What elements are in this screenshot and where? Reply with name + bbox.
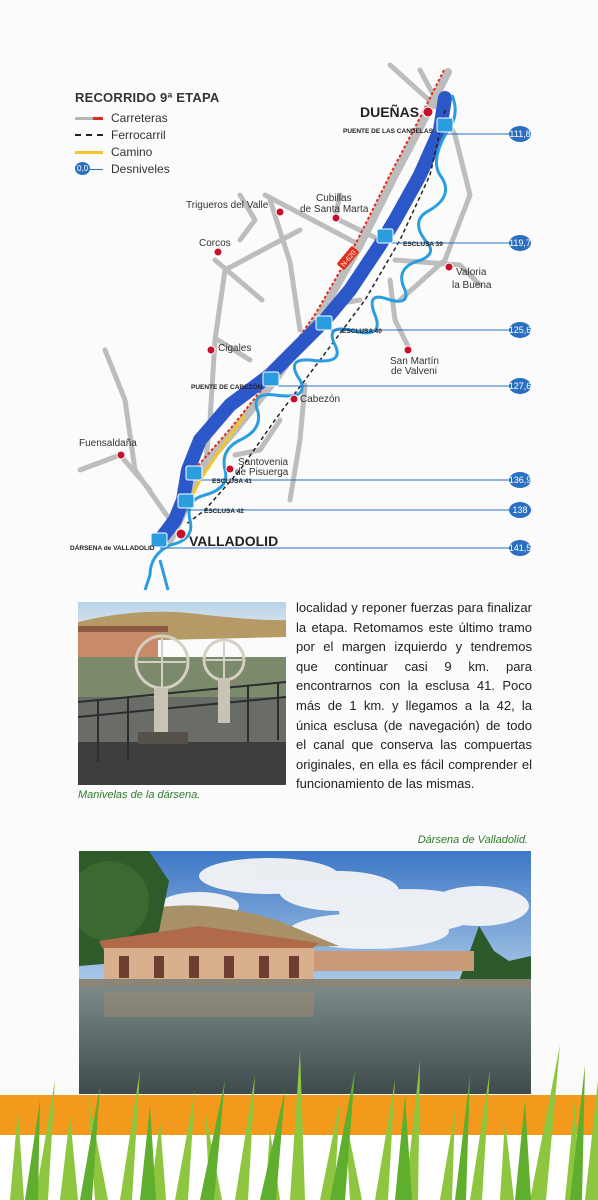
legend-label: Camino bbox=[111, 144, 153, 159]
svg-text:San Martín: San Martín bbox=[390, 356, 439, 367]
town-dot-icon bbox=[176, 529, 186, 539]
distance-badge-icon bbox=[509, 540, 532, 556]
town-dot-icon bbox=[423, 107, 433, 117]
svg-text:ESCLUSA 41: ESCLUSA 41 bbox=[212, 478, 252, 485]
town-dot-icon bbox=[332, 214, 340, 222]
distance-badge-icon bbox=[509, 322, 532, 338]
legend-title: RECORRIDO 9ª ETAPA bbox=[75, 90, 220, 105]
svg-text:de Santa Marta: de Santa Marta bbox=[300, 204, 369, 215]
svg-text:N-620: N-620 bbox=[340, 249, 358, 269]
photo-darsena-cranks bbox=[78, 602, 286, 785]
town-dot-icon bbox=[276, 208, 284, 216]
svg-text:de Pisuerga: de Pisuerga bbox=[235, 467, 289, 478]
distance-badge-icon bbox=[509, 472, 532, 488]
svg-text:141,5: 141,5 bbox=[508, 543, 532, 553]
town-dot-icon bbox=[290, 395, 298, 403]
svg-text:Cubillas: Cubillas bbox=[316, 193, 352, 204]
svg-text:ESCLUSA 40: ESCLUSA 40 bbox=[342, 328, 382, 335]
svg-text:Corcos: Corcos bbox=[199, 238, 231, 249]
svg-text:136,9: 136,9 bbox=[508, 475, 532, 485]
caption-photo2: Dársena de Valladolid. bbox=[417, 834, 528, 846]
svg-text:PUENTE DE LAS CANDELAS: PUENTE DE LAS CANDELAS bbox=[343, 128, 433, 135]
lock-icon bbox=[263, 372, 279, 386]
distance-badge-icon bbox=[509, 502, 531, 518]
svg-text:de Valveni: de Valveni bbox=[391, 366, 437, 377]
svg-text:ESCLUSA 39: ESCLUSA 39 bbox=[403, 241, 443, 248]
town-dot-icon bbox=[207, 346, 215, 354]
footer-grass-decoration bbox=[0, 1040, 598, 1200]
svg-text:125,6: 125,6 bbox=[508, 325, 532, 335]
svg-text:DÁRSENA de VALLADOLID: DÁRSENA de VALLADOLID bbox=[70, 545, 155, 552]
legend-label: Ferrocarril bbox=[111, 127, 166, 142]
svg-text:Fuensaldaña: Fuensaldaña bbox=[79, 438, 137, 449]
svg-text:VALLADOLID: VALLADOLID bbox=[189, 533, 279, 549]
town-dot-icon bbox=[404, 346, 412, 354]
body-paragraph: localidad y reponer fuerzas para finalizar la etapa. Retomamos este último tramo por el margen izquierdo y tendremos que continuar casi 9 km. para encontrarnos con la esclusa 41. Poco más de 1 km. y llegamos a la 42, la única esclusa (de navegación) de todo el canal que conserva las compuertas originales, en ella es fácil comprender el funcionamiento de las mismas. bbox=[296, 600, 532, 792]
svg-text:Trigueros del Valle: Trigueros del Valle bbox=[186, 200, 269, 211]
svg-text:111,8: 111,8 bbox=[509, 129, 531, 139]
distance-badge-icon bbox=[509, 378, 532, 394]
svg-text:127,6: 127,6 bbox=[508, 381, 532, 391]
lock-icon bbox=[178, 494, 194, 508]
legend-label: Carreteras bbox=[111, 110, 168, 125]
distance-badge-icon bbox=[509, 126, 531, 142]
town-dot-icon bbox=[226, 465, 234, 473]
svg-text:119,7: 119,7 bbox=[509, 238, 531, 248]
svg-text:Cabezón: Cabezón bbox=[300, 394, 341, 405]
svg-text:la Buena: la Buena bbox=[452, 280, 492, 291]
lock-icon bbox=[316, 316, 332, 330]
legend-label: Desniveles bbox=[111, 161, 170, 176]
caption-photo1: Manivelas de la dársena. bbox=[78, 789, 201, 801]
svg-text:Valoria: Valoria bbox=[456, 267, 487, 278]
lock-icon bbox=[437, 118, 453, 132]
town-dot-icon bbox=[117, 451, 125, 459]
town-dot-icon bbox=[214, 248, 222, 256]
lock-icon bbox=[186, 466, 202, 480]
distance-badges bbox=[509, 126, 532, 556]
distance-badge-icon bbox=[509, 235, 531, 251]
town-dot-icon bbox=[445, 263, 453, 271]
altitude-badge-icon: 0,0 bbox=[75, 163, 103, 175]
svg-text:138: 138 bbox=[512, 505, 528, 515]
svg-text:DUEÑAS: DUEÑAS bbox=[360, 104, 420, 120]
svg-text:ESCLUSA 42: ESCLUSA 42 bbox=[204, 508, 244, 515]
lock-icon bbox=[377, 229, 393, 243]
svg-text:Cigales: Cigales bbox=[218, 343, 252, 354]
svg-text:Santovenia: Santovenia bbox=[238, 457, 289, 468]
svg-text:PUENTE DE CABEZÓN: PUENTE DE CABEZÓN bbox=[191, 384, 263, 391]
